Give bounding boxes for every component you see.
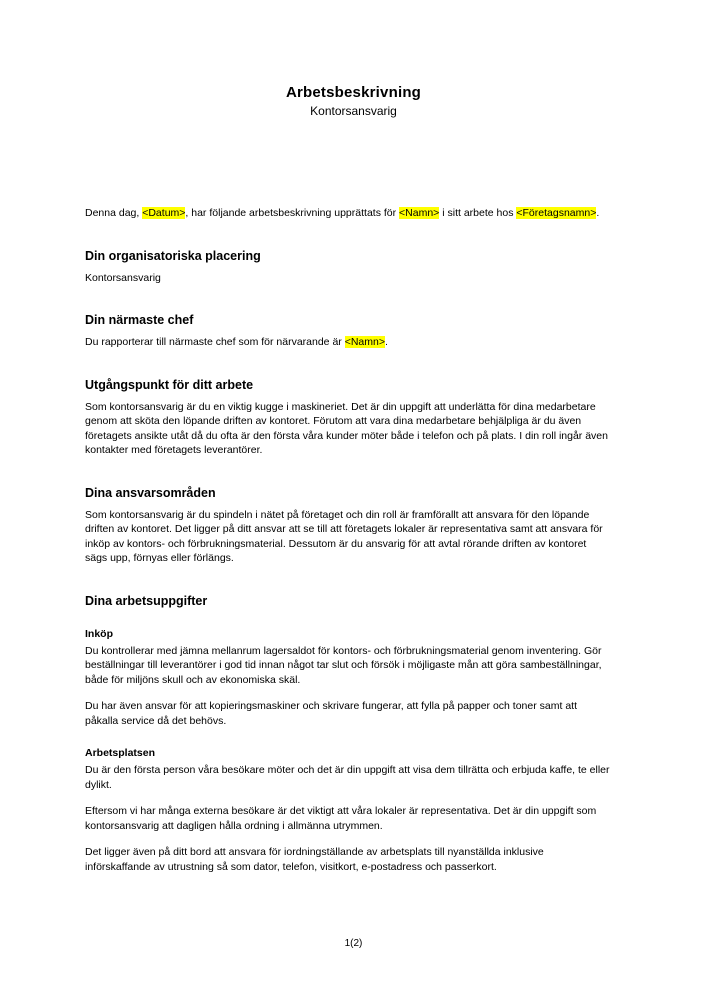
section-arbetsuppgifter [85,593,610,875]
placeholder-date: <Datum> [142,207,186,219]
subsection-paragraph: Det ligger även på ditt bord att ansvara för iordningställande av arbetsplats till nyanställda inklusive införskaffande av utrustning så som dator, telefon, visitkort, e-postadress och passerkort. [85,846,544,873]
section-heading: Dina ansvarsområden [85,485,216,500]
intro-text-1: Denna dag, [85,207,143,219]
intro-text-3: i sitt arbete hos [439,207,517,219]
section-paragraph [85,335,610,350]
section-organisatorisk-placering [85,248,610,286]
page-footer: 1(2) [344,938,363,949]
section-paragraph: Som kontorsansvarig är du spindeln i nätet på företaget och din roll är framförallt att ansvara för den löpande driften av kontoret. Det ligger på ditt ansvar att se till att företagets lokaler är representativa samt att ansvara för inköp av kontors- och förbrukningsmaterial. Dessutom är du ansvarig för att avtal rörande driften av kontoret sägs upp, förnyas eller förlängs. [85,508,603,564]
intro-text-2: , har följande arbetsbeskrivning upprättats för [185,207,400,219]
section-heading: Dina arbetsuppgifter [85,593,208,608]
placeholder-company: <Företagsnamn> [516,207,597,219]
subsection-paragraph: Eftersom vi har många externa besökare är det viktigt att våra lokaler är representativa. Det är din uppgift som kontorsansvarig att dagligen hålla ordning i allmänna utrymmen. [85,805,597,832]
document-body [85,206,610,874]
section-heading: Utgångspunkt för ditt arbete [85,377,254,392]
section-paragraph: Kontorsansvarig [85,271,161,284]
subsection-paragraph: Du är den första person våra besökare möter och det är din uppgift att visa dem tillrätta och erbjuda kaffe, te eller dylikt. [85,764,610,791]
page-title: Arbetsbeskrivning [285,84,422,101]
section-heading: Din närmaste chef [85,313,194,327]
placeholder-name: <Namn> [344,336,385,348]
chef-text-1: Du rapporterar till närmaste chef som för närvarande är [85,336,345,348]
intro-text-4: . [596,207,600,219]
section-ansvarsomraden [85,485,610,566]
chef-text-2: . [384,336,388,348]
subsection-inkop [85,627,610,729]
intro-paragraph [85,206,610,221]
section-heading: Din organisatoriska placering [85,248,261,263]
subsection-heading: Arbetsplatsen [85,747,156,759]
section-narmaste-chef [85,312,610,350]
section-paragraph: Som kontorsansvarig är du en viktig kugge i maskineriet. Det är din uppgift att underlätta för dina medarbetare genom att sköta den löpande driften av kontoret. Förutom att vara dina medarbetare behjälpliga är du även företagets ansikte utåt då du ofta är den första våra kunder möter både i telefon och på plats. I din roll ingår även kontakter med företagets leverantörer. [85,400,608,456]
subsection-heading: Inköp [85,627,113,640]
section-utgangspunkt [85,377,610,458]
subsection-arbetsplatsen [85,746,610,874]
document-header [0,84,707,119]
page-subtitle: Kontorsansvarig [310,104,397,118]
subsection-paragraph: Du har även ansvar för att kopieringsmaskiner och skrivare fungerar, att fylla på papper och toner samt att påkalla service då det behövs. [85,700,577,727]
subsection-paragraph: Du kontrollerar med jämna mellanrum lagersaldot för kontors- och förbrukningsmaterial genom inventering. Gör beställningar till leverantörer i god tid innan något tar slut och försök i möjligaste mån att göra sambeställningar, både för miljöns skull och av ekonomiska skäl. [85,644,602,686]
placeholder-name: <Namn> [399,207,440,219]
